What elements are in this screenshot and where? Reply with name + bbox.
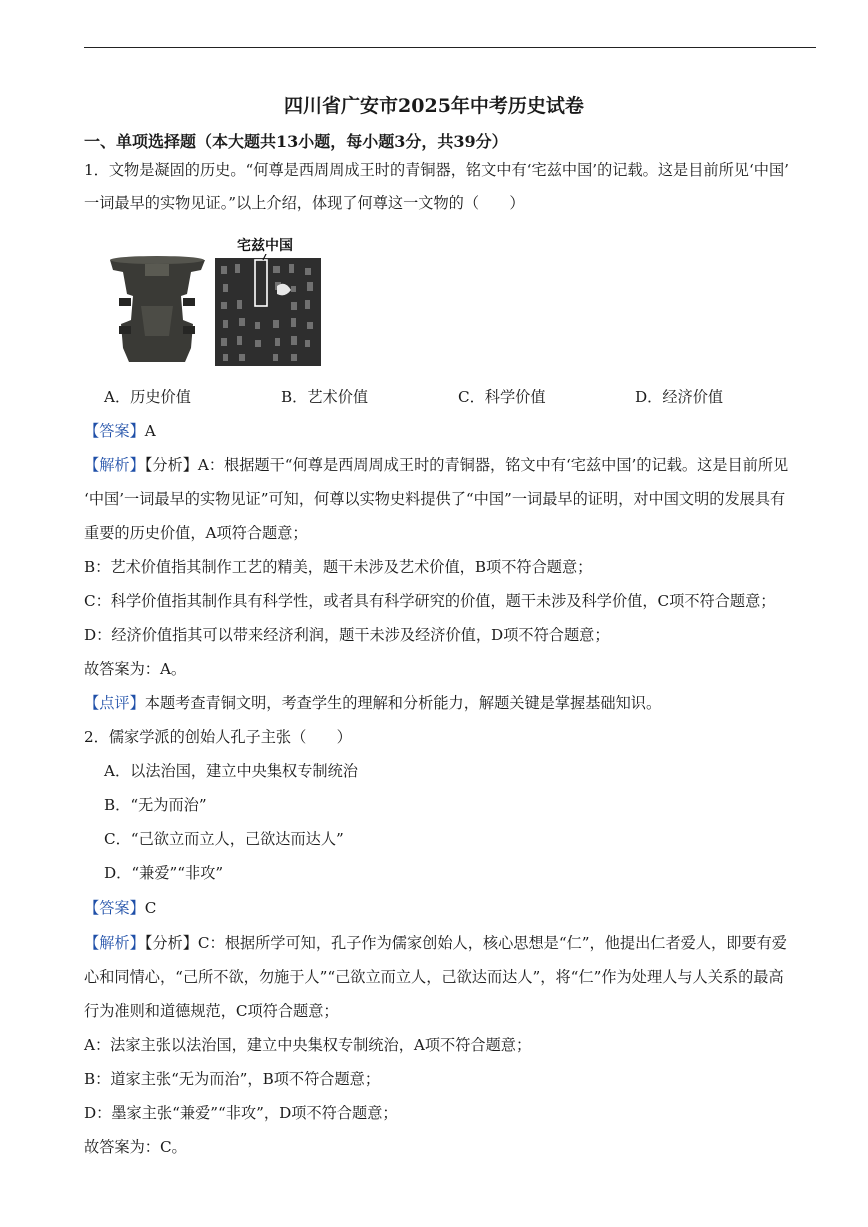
answer-value: A [144,422,156,440]
q2-conclusion: 故答案为：C。 [84,1138,187,1156]
analysis-tag: 【解析】 [84,934,145,952]
answer-tag: 【答案】 [84,422,145,440]
q2-analysis-a: A：法家主张以法治国，建立中央集权专制统治，A项不符合题意； [84,1036,532,1054]
q1-analysis-d: D：经济价值指其可以带来经济利润，题干未涉及经济价值，D项不符合题意； [84,626,610,644]
q1-analysis-line3: 重要的历史价值，A项符合题意； [84,524,308,542]
q2-option-c: C．“己欲立而立人，己欲达而达人” [104,830,344,848]
q2-option-a: A．以法治国，建立中央集权专制统治 [104,762,358,780]
q2-option-b: B．“无为而治” [104,796,207,814]
vessel-photo [105,236,210,366]
q2-analysis-d: D：墨家主张“兼爱”“非攻”，D项不符合题意； [84,1104,398,1122]
q1-option-a: A．历史价值 [104,388,191,406]
header-rule [84,47,816,48]
q2-answer [84,898,824,918]
page-title: 四川省广安市2025年中考历史试卷 [284,95,584,117]
analysis-tag: 【解析】 [84,456,145,474]
q2-analysis-line1 [84,933,824,953]
figure-label: 宅兹中国 [237,238,293,254]
comment-text: 本题考查青铜文明，考查学生的理解和分析能力，解题关键是掌握基础知识。 [144,694,662,712]
inscription-rubbing [215,248,321,366]
analysis-text: 【分析】A：根据题干“何尊是西周周成王时的青铜器，铭文中有‘宅兹中国’的记载。这是目前所见 [144,456,789,474]
answer-value: C [144,899,157,917]
q1-analysis-line1 [84,455,824,475]
q1-comment [84,693,824,713]
q2-stem: 2．儒家学派的创始人孔子主张（ ） [84,728,352,746]
q1-analysis-b: B：艺术价值指其制作工艺的精美，题干未涉及艺术价值，B项不符合题意； [84,558,593,576]
answer-tag: 【答案】 [84,899,145,917]
q2-analysis-line3: 行为准则和道德规范，C项符合题意； [84,1002,339,1020]
q2-analysis-line2: 心和同情心，“己所不欲，勿施于人”“己欲立而立人，己欲达而达人”，将“仁”作为处理人与人关系的最高 [84,968,784,986]
bronze-vessel-figure [105,236,325,366]
comment-tag: 【点评】 [84,694,145,712]
q1-analysis-c: C：科学价值指其制作具有科学性，或者具有科学研究的价值，题干未涉及科学价值，C项不符合题意； [84,592,776,610]
q2-analysis-b: B：道家主张“无为而治”，B项不符合题意； [84,1070,381,1088]
q1-option-d: D．经济价值 [635,388,724,406]
q1-option-c: C．科学价值 [458,388,546,406]
q2-option-d: D．“兼爱”“非攻” [104,864,224,882]
analysis-text: 【分析】C：根据所学可知，孔子作为儒家创始人，核心思想是“仁”，他提出仁者爱人，即要有爱 [144,934,787,952]
q1-conclusion: 故答案为：A。 [84,660,187,678]
q1-option-b: B．艺术价值 [281,388,369,406]
section-heading: 一、单项选择题（本大题共13小题，每小题3分，共39分） [84,132,508,151]
q1-stem-line2: 一词最早的实物见证。”以上介绍，体现了何尊这一文物的（ ） [84,194,525,212]
q1-analysis-line2: ‘中国’一词最早的实物见证”可知，何尊以实物史料提供了“中国”一词最早的证明，对中国文明的发展具有 [84,490,786,508]
q1-stem-line1: 1．文物是凝固的历史。“何尊是西周周成王时的青铜器，铭文中有‘宅兹中国’的记载。这是目前所见‘中国’ [84,161,789,179]
q1-answer [84,421,824,441]
